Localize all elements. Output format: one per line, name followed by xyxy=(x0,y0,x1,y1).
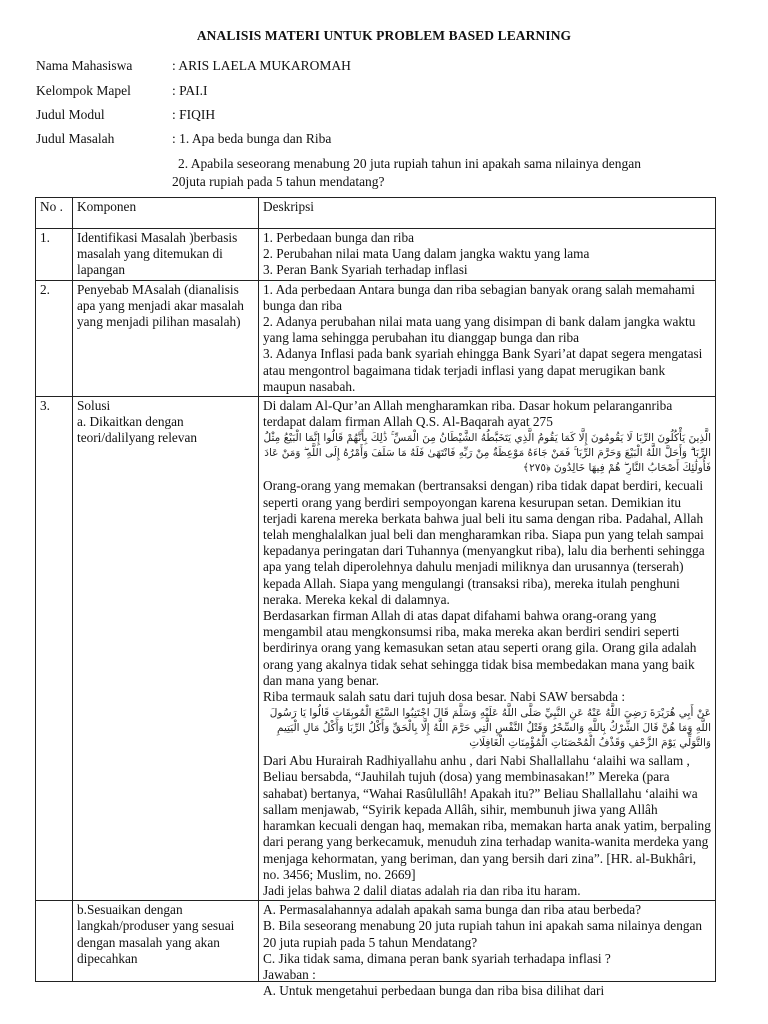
header-deskripsi: Deskripsi xyxy=(259,198,716,229)
table-row xyxy=(36,397,716,901)
deskripsi-clip xyxy=(263,902,711,999)
meta-label: Judul Masalah xyxy=(36,131,115,146)
verse-analysis: Berdasarkan firman Allah di atas dapat difahami bahwa orang-orang yang mengambil atau mengkonsumsi riba, maka mereka akan berdiri sendiri seperti berdirinya orang yang kemasukan setan atau seperti orang gila. Orang gila adalah orang yang akalnya tidak sehat sehingga tidak bisa membedakan mana yang baik dan mana yang benar. xyxy=(263,608,697,688)
deskripsi-item: 1. Perbedaan bunga dan riba xyxy=(263,230,415,245)
row-komponen: Penyebab MAsalah (dianalisis apa yang menjadi akar masalah yang menjadi pilihan masalah) xyxy=(73,280,259,396)
row-komponen: Identifikasi Masalah )berbasis masalah yang ditemukan di lapangan xyxy=(73,229,259,281)
deskripsi-item: 3. Adanya Inflasi pada bank syariah ehingga Bank Syari’at dapat segera mengatasi atau mengontrol bagaimana tidak terjadi inflasi yang dapat merugikan bank maupun nasabah. xyxy=(263,346,703,394)
meta-value: : ARIS LAELA MUKAROMAH xyxy=(172,58,351,73)
meta-label: Judul Modul xyxy=(36,107,105,122)
hadith-arabic: عَنْ أَبِي هُرَيْرَةَ رَضِيَ اللَّهُ عَنْهُ عَنِ النَّبِيِّ صَلَّى اللَّهُ عَلَيْهِ وَسَلَّمَ قَالَ اجْتَنِبُوا السَّبْعَ الْمُوبِقَاتِ قَالُوا يَا رَسُولَ اللَّهِ وَمَا هُنَّ قَالَ الشِّرْكُ بِاللَّهِ وَالسِّحْرُ وَقَتْلُ النَّفْسِ الَّتِي حَرَّمَ اللَّهُ إِلَّا بِالْحَقِّ وَأَكْلُ الرِّبَا وَأَكْلُ مَالِ الْيَتِيمِ وَالتَّوَلِّي يَوْمَ الزَّحْفِ وَقَذْفُ الْمُحْصَنَاتِ الْمُؤْمِنَاتِ الْغَافِلَاتِ xyxy=(269,707,711,750)
masalah-2-line2: 20juta rupiah pada 5 tahun mendatang? xyxy=(172,174,385,189)
header-no: No . xyxy=(36,198,73,229)
header-komponen: Komponen xyxy=(73,198,259,229)
row-deskripsi xyxy=(259,397,716,901)
deskripsi-item: A. Permasalahannya adalah apakah sama bunga dan riba atau berbeda? xyxy=(263,902,642,918)
dalil-conclusion: Jadi jelas bahwa 2 dalil diatas adalah ria dan riba itu haram. xyxy=(263,882,581,898)
hadith-intro: Riba termauk salah satu dari tujuh dosa besar. Nabi SAW bersabda : xyxy=(263,689,626,705)
deskripsi-item: 3. Peran Bank Syariah terhadap inflasi xyxy=(263,262,468,278)
row-number: 1. xyxy=(36,229,73,281)
table-row xyxy=(36,229,716,281)
row-komponen xyxy=(73,397,259,901)
deskripsi-item: A. Untuk mengetahui perbedaan bunga dan riba bisa dilihat dari xyxy=(263,983,605,999)
deskripsi-item: 2. Perubahan nilai mata Uang dalam jangka waktu yang lama xyxy=(263,246,590,262)
meta-label: Nama Mahasiswa xyxy=(36,58,133,73)
masalah-2-line1: 2. Apabila seseorang menabung 20 juta rupiah tahun ini apakah sama nilainya dengan xyxy=(178,156,641,171)
meta-label: Kelompok Mapel xyxy=(36,83,131,98)
deskripsi-item: 2. Adanya perubahan nilai mata uang yang disimpan di bank dalam jangka waktu yang lama sehingga perubahan itu dianggap bunga dan riba xyxy=(263,314,696,346)
dalil-intro: Di dalam Al-Qur’an Allah mengharamkan riba. Dasar hokum pelaranganriba terdapat dalam firman Allah Q.S. Al-Baqarah ayat 275 xyxy=(263,398,673,430)
row-number: 3. xyxy=(36,397,73,901)
row-deskripsi xyxy=(259,901,716,999)
document-title: ANALISIS MATERI UNTUK PROBLEM BASED LEARNING xyxy=(196,28,572,43)
masalah-2 xyxy=(172,155,732,191)
verse-translation: Orang-orang yang memakan (bertransaksi dengan) riba tidak dapat berdiri, kecuali seperti orang yang berdiri sempoyongan karena kesurupan setan. Demikian itu terjadi karena mereka berkata bahwa jual beli itu sama dengan riba. Padahal, Allah telah menghalalkan jual beli dan mengharamkan riba. Siapa pun yang telah sampai kepadanya peringatan dari Tuhannya (menyangkut riba), lalu dia berhenti sehingga apa yang telah diperolehnya dahulu menjadi miliknya dan urusannya (terserah) kepada Allah. Siapa yang mengulangi (transaksi riba), mereka itulah penghuni neraka. Mereka kekal di dalamnya. xyxy=(263,478,705,607)
meta-value: : 1. Apa beda bunga dan Riba xyxy=(172,131,332,146)
row-deskripsi xyxy=(259,229,716,281)
table-row xyxy=(36,901,716,982)
row-number xyxy=(36,901,73,982)
row-number: 2. xyxy=(36,280,73,396)
meta-value: : FIQIH xyxy=(172,107,216,122)
deskripsi-item: Jawaban : xyxy=(263,966,316,982)
meta-value: : PAI.I xyxy=(172,83,208,98)
komponen-text: a. Dikaitkan dengan teori/dalilyang relevan xyxy=(77,414,197,446)
row-deskripsi xyxy=(259,280,716,396)
deskripsi-item: 1. Ada perbedaan Antara bunga dan riba sebagian banyak orang salah memahami bunga dan riba xyxy=(263,281,695,313)
komponen-title: Solusi xyxy=(77,398,111,414)
hadith-translation: Dari Abu Hurairah Radhiyallahu anhu , dari Nabi Shallallahu ‘alaihi wa sallam , Beliau bersabda, “Jauhilah tujuh (dosa) yang membinasakan!” Mereka (para sahabat) bertanya, “Wahai Rasûlullâh! Apakah itu?” Beliau Shallallahu ‘alaihi wa sallam menjawab, “Syirik kepada Allâh, sihir, membunuh jiwa yang Allâh haramkan kecuali dengan haq, memakan riba, memakan harta anak yatim, berpaling dari perang yang berkecamuk, menuduh zina terhadap wanita-wanita merdeka yang menjaga kehormatan, yang beriman, dan yang bersih dari zina”. [HR. al-Bukhâri, no. 3456; Muslim, no. 2669] xyxy=(263,753,711,882)
table-row xyxy=(36,280,716,396)
table-header-row xyxy=(36,198,716,229)
deskripsi-item: C. Jika tidak sama, dimana peran bank syariah terhadapa inflasi ? xyxy=(263,950,611,966)
row-komponen: b.Sesuaikan dengan langkah/produser yang sesuai dengan masalah yang akan dipecahkan xyxy=(73,901,259,982)
quran-verse-arabic: الَّذِينَ يَأْكُلُونَ الرِّبَا لَا يَقُومُونَ إِلَّا كَمَا يَقُومُ الَّذِي يَتَخَبَّطُهُ الشَّيْطَانُ مِنَ الْمَسِّ ۚ ذَٰلِكَ بِأَنَّهُمْ قَالُوا إِنَّمَا الْبَيْعُ مِثْلُ الرِّبَا ۗ وَأَحَلَّ اللَّهُ الْبَيْعَ وَحَرَّمَ الرِّبَا ۚ فَمَنْ جَاءَهُ مَوْعِظَةٌ مِنْ رَبِّهِ فَانْتَهَىٰ فَلَهُ مَا سَلَفَ وَأَمْرُهُ إِلَى اللَّهِ ۖ وَمَنْ عَادَ فَأُولَٰئِكَ أَصْحَابُ النَّارِ ۖ هُمْ فِيهَا خَالِدُونَ ﴿٢٧٥﴾ xyxy=(263,432,711,475)
analysis-table xyxy=(35,197,716,999)
deskripsi-item: B. Bila seseorang menabung 20 juta rupiah tahun ini apakah sama nilainya dengan 20 juta rupiah pada 5 tahun Mendatang? xyxy=(263,918,703,950)
